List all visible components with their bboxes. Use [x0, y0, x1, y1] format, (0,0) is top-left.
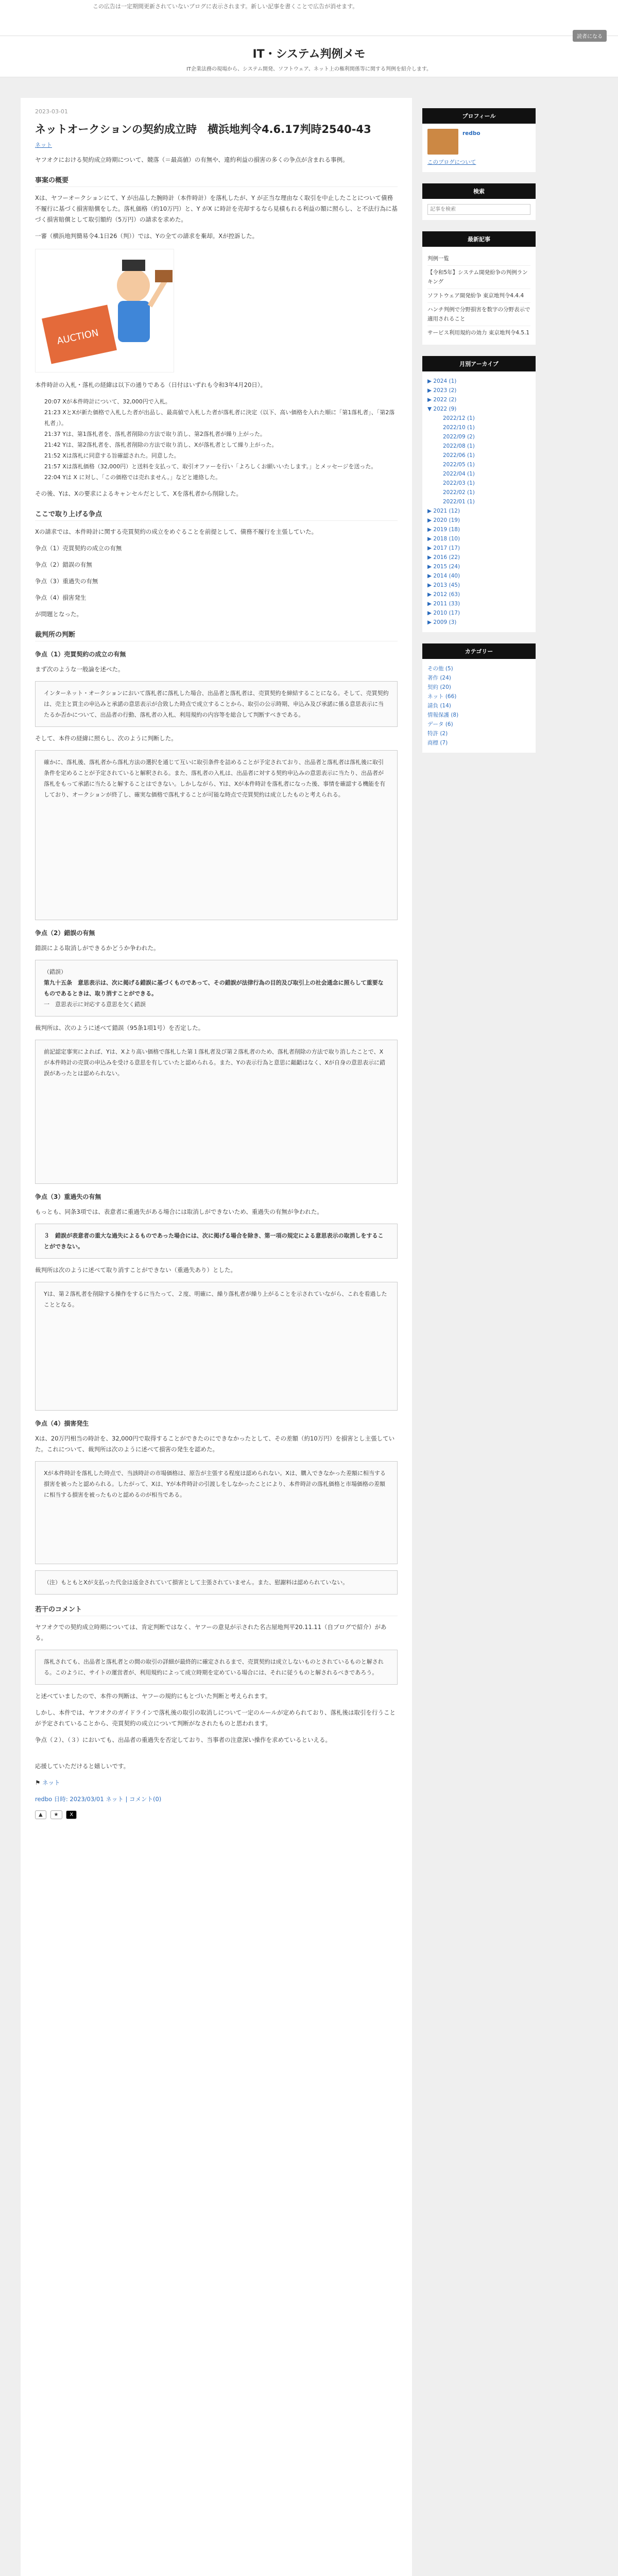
list-item: 21:57 Xは落札価格（32,000円）と送料を支払って、取引オファーを行い「よろしくお願いいたします。」とメッセージを送った。 [44, 463, 377, 470]
subsection-heading: 争点（1）売買契約の成立の有無 [35, 651, 126, 658]
category-item[interactable]: 情報保護 (8) [427, 712, 459, 718]
list-item: 21:52 Xは落札に同意する旨確認された。同意した。 [44, 452, 180, 459]
widget-title: カテゴリー [422, 643, 536, 659]
site-header [0, 36, 618, 77]
svg-text:AUCTION: AUCTION [56, 327, 100, 347]
widget-title: 月別アーカイブ [422, 356, 536, 371]
issue-item: 争点（2）錯誤の有無 [35, 561, 92, 568]
paragraph: もっとも、同条3項では、表意者に重過失がある場合には取消しができないため、重過失の有無が争われた。 [35, 1208, 323, 1215]
archive-year[interactable]: ▶ 2016 (22) [427, 554, 460, 561]
statute-quote: ３ 錯誤が表意者の重大な過失によるものであった場合には、次に掲げる場合を除き、第一項の規定による意思表示の取消しをすることができない。 [35, 1224, 398, 1259]
archive-year[interactable]: ▶ 2015 (24) [427, 564, 460, 570]
paragraph: しかし、本件では、ヤフオクのガイドラインで落札後の取引の取消しについて一定のルールが定められており、落札後は取引を行うことが予定されていることから、売買契約の成立について判断がなされたものと思われます。 [35, 1709, 396, 1727]
archive-widget [422, 356, 536, 632]
issue-item: 争点（3）重過失の有無 [35, 578, 98, 585]
avatar[interactable] [427, 129, 458, 155]
subsection-heading: 争点（2）錯誤の有無 [35, 929, 95, 937]
subsection-heading: 争点（4）損害発生 [35, 1420, 89, 1427]
recent-item[interactable]: ハンチ判例で分野損害を数字の分野表示で適用されること [427, 303, 530, 326]
quote-block: 前記認定事実によれば、Yは、Xより高い価格で落札した第１落札者及び第２落札者のため、落札者削除の方法で取り消したことで、Xが本件時計の売買の申込みを受ける意思を有していたと認められる。また、Yの表示行為と意思に齟齬はなく、Xが自身の意思表示に錯誤があったとは認められない。 [35, 1040, 398, 1184]
widget-title: 検索 [422, 183, 536, 199]
list-item: 22:04 Yは X に対し、「この価格では売れません。」などと連絡した。 [44, 474, 221, 481]
archive-year[interactable]: ▶ 2017 (17) [427, 545, 460, 551]
section-heading: 裁判所の判断 [35, 629, 398, 641]
quote-block: インターネット・オークションにおいて落札者に落札した場合、出品者と落札者は、売買契約を締結することになる。そして、売買契約は、売主と買主の申込みと承諾の意思表示が合致した時点で成立することから、取引の公示時期、申込み及び承諾に係る意思表示に当たるか否かについて、出品者の行動、落札者の入札、利用規約の内容等を総合して判断すべきである。 [35, 681, 398, 727]
share-x-button[interactable]: X [66, 1810, 77, 1819]
events-list [35, 396, 398, 483]
intro-text: ヤフオクにおける契約成立時期について、競落（＝最高値）の有無や、違約利益の損害の多くの争点が含まれる事例。 [35, 156, 349, 163]
quote-block: Yは、第２落札者を削除する操作をするに当たって、２度、明確に、繰り落札者が繰り上がることを示されていながら、これを看過したこととなる。 [35, 1282, 398, 1411]
paragraph: と述べていましたので、本件の判断は、ヤフーの規約にもとづいた判断と考えられます。 [35, 1692, 271, 1700]
archive-month[interactable]: 2022/06 (1) [443, 452, 475, 459]
statute-item: 一 意思表示に対応する意思を欠く錯誤 [44, 1001, 146, 1008]
category-item[interactable]: 商標 (7) [427, 740, 448, 746]
paragraph: 一審（横浜地判簡易令4.1日26（判））では、Yの全ての請求を棄却。Xが控訴した。 [35, 232, 259, 240]
auction-illustration [35, 249, 174, 372]
statute-title: （錯誤） [44, 969, 66, 975]
list-item: 21:37 Yは、第1落札者を、落札者削除の方法で取り消し、第2落札者が繰り上がった。 [44, 431, 266, 437]
paragraph: そして、本件の経緯に照らし、次のように判断した。 [35, 735, 177, 742]
category-item[interactable]: 請負 (14) [427, 703, 451, 709]
quote-block: 確かに、落札後、落札者から落札方法の選択を通じて互いに取引条件を詰めることが予定されており、出品者と落札者は落札後に取引条件を定めることが予定されていると解釈される。また、落札者の入札は、出品者に対する契約申込みの意思表示に当たり、出品者が落札をもって承諾に当たると解することはできない。しかしながら、Yは、Xが本件時計を落札者になった後、事情を確認する機能を有しており、オークションが終了し、確実な価格で落札することが可能な時点で売買契約は成立したものと考えられる。 [35, 750, 398, 920]
site-tagline: IT企業法務の現場から、システム開発、ソフトウェア、ネット上の権利関係等に関する判例を紹介します。 [186, 66, 432, 72]
share-buttons [35, 1810, 398, 1819]
archive-month[interactable]: 2022/01 (1) [443, 499, 475, 505]
note-block: （注）もともとXが支払った代金は返金されていて損害として主張されていません。また、慰謝料は認められていない。 [35, 1570, 398, 1595]
paragraph: 裁判所は、次のように述べて錯誤（95条1項1号）を否定した。 [35, 1024, 204, 1031]
paragraph: が問題となった。 [35, 611, 82, 618]
archive-year[interactable]: ▶ 2009 (3) [427, 619, 457, 625]
archive-year[interactable]: ▶ 2020 (19) [427, 517, 460, 523]
paragraph: Xは、ヤフーオークションにて、Y が出品した腕時計（本件時計）を落札したが、Y が正当な理由なく取引を中止したことについて債務不履行に基づく損害賠償をした。落札価格（約10万円）と、Y がX に時計を売却するなら見積もれる利益の額に照らし、と不法行為に基づく損害賠償として取引額約（5万円）の請求を求めた。 [35, 194, 398, 223]
list-item: 21:42 Yは、第2落札者を、落札者削除の方法で取り消し、Xが落札者として繰り上がった。 [44, 442, 278, 448]
archive-month[interactable]: 2022/10 (1) [443, 425, 475, 431]
post-date: 2023-03-01 [35, 108, 68, 115]
profile-widget [422, 108, 536, 172]
auction-illustration-svg [36, 249, 175, 373]
paragraph: ヤフオクでの契約成立時期については、肯定判断ではなく、ヤフーの意見が示された名古屋地判平20.11.11（自ブログで紹介）がある。 [35, 1623, 387, 1641]
archive-year[interactable]: ▶ 2014 (40) [427, 573, 460, 579]
list-item: 21:23 XとXが新た価格で入札した者が出品し、最高値で入札した者が落札者に決定（以下、高い価格を入れた順に「第1落札者」、「第2落札者」）。 [44, 409, 395, 427]
events-lead: 本件時計の入札・落札の経緯は以下の通りである（日付はいずれも令和3年4月20日）。 [35, 381, 267, 388]
archive-year[interactable]: ▶ 2010 (17) [427, 610, 460, 616]
category-item[interactable]: ネット (66) [427, 693, 457, 700]
category-item[interactable]: データ (6) [427, 721, 453, 727]
archive-year[interactable]: ▶ 2019 (18) [427, 527, 460, 533]
category-item[interactable]: その他 (5) [427, 666, 453, 672]
statute-quote [35, 960, 398, 1016]
recent-item[interactable]: ソフトウェア開発紛争 東京地判令4.4.4 [427, 289, 530, 303]
top-notice-bar [0, 0, 618, 40]
archive-month[interactable]: 2022/02 (1) [443, 489, 475, 496]
tag-line: ⚑ ネット [35, 1779, 60, 1786]
archive-month[interactable]: 2022/04 (1) [443, 471, 475, 477]
content-wrap [21, 98, 597, 2576]
category-widget [422, 643, 536, 753]
archive-year[interactable]: ▶ 2023 (2) [427, 387, 457, 394]
post-category-link[interactable]: ネット [35, 142, 52, 148]
author-line: redbo 日時: 2023/03/01 ネット | コメント(0) [35, 1795, 162, 1803]
ad-notice: この広告は一定期間更新されていないブログに表示されます。新しい記事を書くことで広告が消せます。 [93, 3, 358, 10]
paragraph: まず次のような一般論を述べた。 [35, 666, 124, 673]
post-title[interactable]: ネットオークションの契約成立時 横浜地判令4.6.17判時2540-43 [35, 123, 371, 135]
paragraph: Xは、20万円相当の時計を、32,000円で取得することができたのにできなかったとして、その差額（約10万円）を損害とし主張していた。これについて、裁判所は次のように述べて損害の発生を認めた。 [35, 1435, 395, 1453]
archive-year[interactable]: ▶ 2021 (12) [427, 508, 460, 514]
quote-block: Xが本件時計を落札した時点で、当該時計の市場価格は、原告が主張する程度は認められない。Xは、購入できなかった差額に相当する損害を被ったと認められる。したがって、Xは、Yが本件時計の引渡しをしなかったことにより、本件時計の落札価格と市場価格の差額に相当する損害を被ったものと認めるのが相当である。 [35, 1461, 398, 1564]
sidebar [422, 108, 536, 764]
search-input[interactable] [427, 204, 530, 215]
list-item: 20:07 Xが本件時計について、32,000円で入札。 [44, 398, 171, 405]
archive-month[interactable]: 2022/05 (1) [443, 462, 475, 468]
statute-body: 第九十五条 意思表示は、次に掲げる錯誤に基づくものであって、その錯誤が法律行為の目的及び取引上の社会通念に照らして重要なものであるときは、取り消すことができる。 [44, 979, 384, 997]
follow-button[interactable]: 読者になる [573, 30, 607, 42]
recent-item[interactable]: 判例一覧 [427, 252, 530, 266]
category-item[interactable]: 契約 (20) [427, 684, 451, 690]
search-widget [422, 183, 536, 220]
share-button[interactable]: ▲ [35, 1810, 46, 1819]
archive-year[interactable]: ▶ 2011 (33) [427, 601, 460, 607]
recent-item[interactable]: サービス利用規約の効力 東京地判令4.5.1 [427, 330, 530, 336]
archive-year[interactable]: ▶ 2013 (45) [427, 582, 460, 588]
archive-year[interactable]: ▶ 2018 (10) [427, 536, 460, 542]
support-text: 応援していただけると嬉しいです。 [35, 1762, 130, 1770]
paragraph: 錯誤による取消しができるかどうか争われた。 [35, 944, 160, 952]
archive-year[interactable]: ▼ 2022 (9) [427, 406, 457, 412]
archive-month[interactable]: 2022/09 (2) [443, 434, 475, 440]
section-heading: 事案の概要 [35, 175, 398, 187]
paragraph: 争点（２）、（３）においても、出品者の重過失を否定しており、当事者の注意深い操作を求めているといえる。 [35, 1736, 331, 1743]
article [21, 98, 412, 2576]
paragraph: Xの請求では、本件時計に関する売買契約の成立をめぐることを前提として、債務不履行を主張していた。 [35, 528, 318, 535]
category-item[interactable]: 特許 (2) [427, 731, 448, 737]
recent-item[interactable]: 【令和5年】システム開発紛争の判例ランキング [427, 266, 530, 289]
archive-year[interactable]: ▶ 2012 (63) [427, 591, 460, 598]
profile-link[interactable]: このブログについて [427, 159, 476, 165]
archive-year[interactable]: ▶ 2022 (2) [427, 397, 457, 403]
share-button[interactable]: ★ [50, 1810, 62, 1819]
issue-item: 争点（1）売買契約の成立の有無 [35, 545, 122, 552]
paragraph: その後、Yは、Xの要求によるキャンセルだとして、Xを落札者から削除した。 [35, 490, 243, 497]
archive-year[interactable]: ▶ 2024 (1) [427, 378, 457, 384]
tag-link[interactable]: ネット [42, 1779, 60, 1786]
category-item[interactable]: 著作 (24) [427, 675, 451, 681]
profile-name[interactable]: redbo [462, 130, 480, 137]
archive-month[interactable]: 2022/03 (1) [443, 480, 475, 486]
paragraph: 裁判所は次のように述べて取り消すことができない（重過失あり）とした。 [35, 1266, 236, 1274]
section-heading: 若干のコメント [35, 1604, 398, 1616]
recent-widget [422, 231, 536, 345]
site-title[interactable]: IT・システム判例メモ [252, 48, 366, 61]
subsection-heading: 争点（3）重過失の有無 [35, 1193, 101, 1200]
quote-block: 落札されても、出品者と落札者との間の取引の詳細が最終的に確定されるまで、売買契約は成立しないものとされているものと解される。このように、サイトの運営者が、利用規約によって成立時期を定めている場合には、それに従うものと解されるべきであろう。 [35, 1650, 398, 1685]
issue-item: 争点（4）損害発生 [35, 594, 87, 601]
widget-title: 最新記事 [422, 231, 536, 247]
archive-month[interactable]: 2022/08 (1) [443, 443, 475, 449]
widget-title: プロフィール [422, 108, 536, 124]
archive-month[interactable]: 2022/12 (1) [443, 415, 475, 421]
section-heading: ここで取り上げる争点 [35, 509, 398, 521]
